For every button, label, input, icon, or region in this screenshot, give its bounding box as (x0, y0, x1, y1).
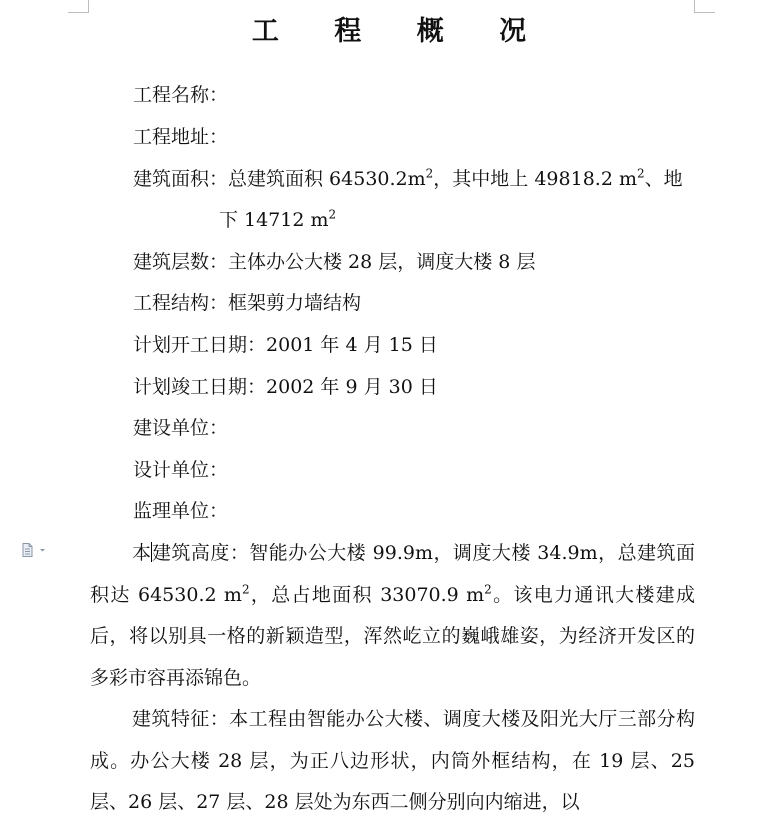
field-value: 、地 (644, 168, 683, 190)
field-building-area (133, 166, 683, 192)
field-value: 2002 年 9 月 30 日 (266, 376, 438, 398)
field-structure (133, 290, 361, 316)
page-title: 工 程 概 况 (251, 16, 550, 47)
superscript: 2 (328, 207, 337, 222)
field-value: 2001 年 4 月 15 日 (266, 334, 438, 356)
paragraph-text: 建筑高度：智能办公大楼 99.9m，调度大楼 34.9m，总建筑面积达 64530.2 m (90, 542, 695, 606)
field-label: 监理单位： (133, 500, 229, 522)
field-project-name (133, 82, 228, 108)
field-label: 建筑层数： (133, 251, 229, 273)
paragraph-text: 建筑特征：本工程由智能办公大楼、调度大楼及阳光大厅三部分构成。办公大楼 28 层，为正八边形状，内筒外框结构，在 19 层、25 层、26 层、27 层、28 层处为东西二侧分别向内缩进，以 (90, 708, 695, 813)
field-value: 下 14712 m (219, 209, 329, 231)
superscript: 2 (241, 582, 250, 597)
superscript: 2 (636, 166, 645, 181)
field-building-floors (133, 249, 535, 275)
field-value: 框架剪力墙结构 (228, 292, 362, 314)
field-label: 建设单位： (133, 417, 229, 439)
field-label: 计划开工日期： (133, 334, 267, 356)
field-label: 建筑面积： (133, 168, 229, 190)
field-designer (133, 457, 228, 483)
field-project-address (133, 124, 228, 150)
field-completion-date (133, 374, 438, 400)
paragraph-text: 本 (132, 542, 152, 564)
superscript: 2 (484, 582, 492, 597)
field-label: 计划竣工日期： (133, 376, 267, 398)
paragraph-options-icon[interactable] (21, 542, 47, 556)
field-supervisor (133, 498, 228, 524)
crop-mark-top-right (694, 0, 715, 13)
paragraph-building-features[interactable] (90, 699, 695, 824)
field-start-date (133, 332, 438, 358)
field-label: 设计单位： (133, 459, 229, 481)
field-owner (133, 415, 228, 441)
field-label: 工程地址： (133, 126, 229, 148)
paragraph-building-height[interactable] (90, 533, 695, 699)
paragraph-text: 。该电力通讯大楼建成后，将以别具一格的新颖造型，浑然屹立的巍峨雄姿，为经济开发区的多彩市容再添锦色。 (90, 583, 695, 689)
paragraph-text: ，总占地面积 33070.9 m (249, 583, 485, 606)
field-label: 工程结构： (133, 292, 229, 314)
crop-mark-top-left (68, 0, 89, 13)
field-value: 主体办公大楼 28 层，调度大楼 8 层 (228, 251, 536, 273)
field-value: 总建筑面积 64530.2m (228, 168, 426, 190)
field-label: 工程名称： (133, 84, 229, 106)
field-building-area-continued (219, 207, 336, 233)
field-value: ，其中地上 49818.2 m (433, 168, 637, 190)
superscript: 2 (425, 166, 434, 181)
